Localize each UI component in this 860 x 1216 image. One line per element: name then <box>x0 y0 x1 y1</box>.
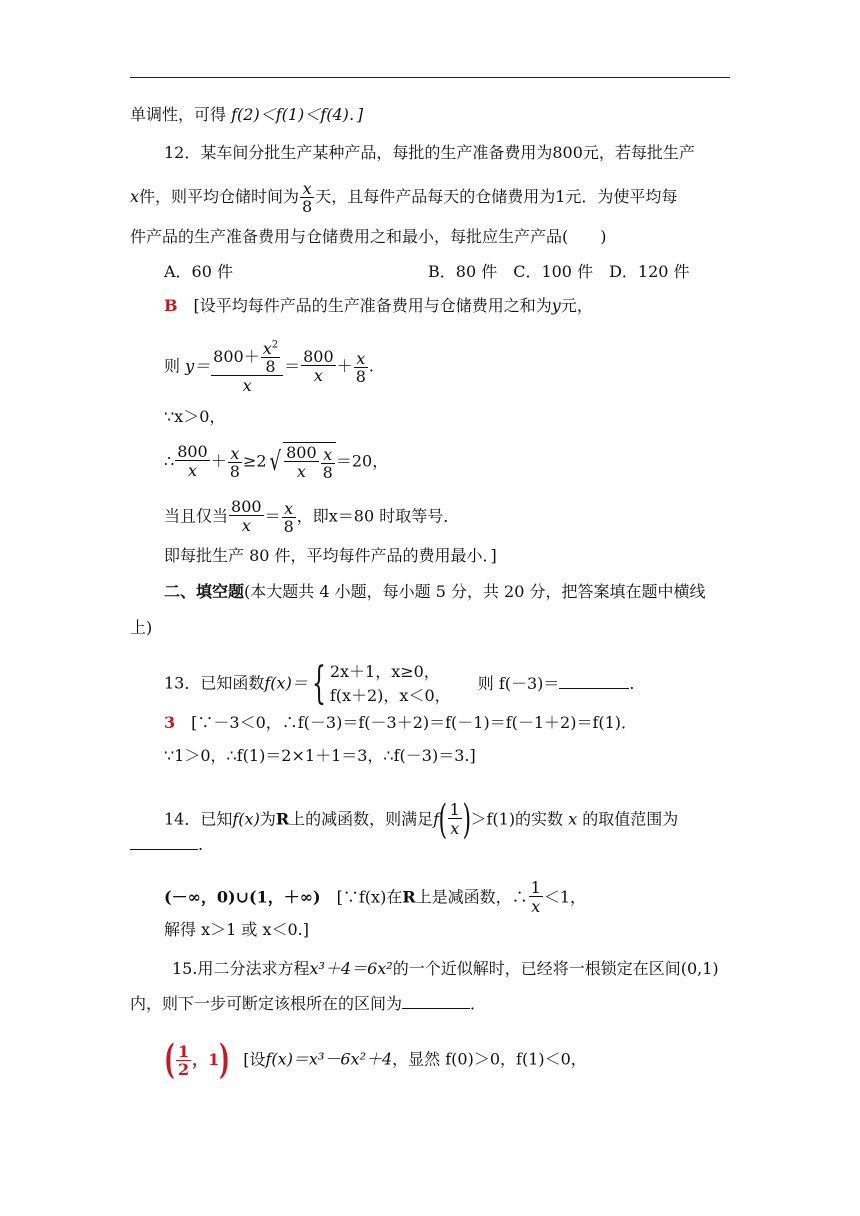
question-14: 14．已知f(x)为R上的减函数，则满足f( $\frac{1}{x})>f(1)$的实数 x 的取值范围为 <box>164 797 679 843</box>
answer-blank <box>559 674 629 689</box>
answer-14-line2: 解得 x＞1 或 x＜0.] <box>164 920 309 939</box>
answer-13-line2: ∵1＞0，∴f(1)＝2×1＋1＝3，∴f(－3)＝3.] <box>164 746 476 765</box>
question-15-line2: 内，则下一步可断定该根所在的区间为 ． <box>130 994 487 1013</box>
answer-12-formula: 则 y＝ 800＋ $\frac{x^2}{8}$ x＝ $\frac{800}{x}+$ $\frac{x}{8}$ . <box>164 339 374 395</box>
answer-15-interval: ( $\frac{1}{2}$ ，1) <box>164 1036 230 1083</box>
question-12-line2: x件，则平均仓储时间为 $\frac{x}{8}$ 天，且每件产品每天的仓储费用为1元．为使平均每 <box>130 179 678 216</box>
question-15: 15.用二分法求方程x³＋4＝6x²的一个近似解时，已经将一根锁定在区间(0,1) <box>172 959 719 978</box>
section-heading: 二、填空题(本大题共 4 小题，每小题 5 分，共 20 分，把答案填在题中横线 <box>164 582 706 601</box>
square-root: √ $\frac{800}{x}$ $\frac{x}{8}$ <box>267 442 336 482</box>
question-14-blank: . <box>130 835 203 855</box>
answer-14: (－∞，0)∪(1，＋∞) [∵f(x)在R上是减函数，∴ $\frac{1}{x}<1$， <box>164 878 587 916</box>
fraction: 800＋ $\frac{x^2}{8}$ x <box>211 338 283 396</box>
question-12: 12．某车间分批生产某种产品，每批的生产准备费用为800元，若每批生产 <box>164 143 695 162</box>
fraction: $\frac{x}{8}$ <box>302 179 313 216</box>
answer-13: 3 [∵－3＜0，∴f(－3)＝f(－3＋2)＝f(－1)＝f(－1＋2)＝f(1)． <box>164 713 638 732</box>
answer-blank <box>130 835 198 850</box>
question-12-line3: 件产品的生产准备费用与仓储费用之和最小，每批应生产产品( ) <box>130 227 607 246</box>
answer-15: ( $\frac{1}{2}$ ，1) [设f(x)＝x³－6x²＋4，显然 f(0)＞0，f(1)＜0， <box>164 1036 587 1083</box>
answer-12-equality: 当且仅当 $\frac{800}{x}=$ $\frac{x}{8}$ ，即x＝80 时取等号． <box>164 497 460 536</box>
question-13: 13．已知函数f(x)＝{ 2x＋1，x≥0， f(x＋2)，x＜0， 则 f(－3)＝ ． <box>164 658 646 709</box>
answer-12: B [设平均每件产品的生产准备费用与仓储费用之和为y元， <box>164 296 593 315</box>
header-rule <box>130 77 730 78</box>
answer-12-conclusion: 即每批生产 80 件，平均每件产品的费用最小．] <box>164 546 497 565</box>
answer-12-inequality: ∴ $\frac{800}{x}+$ $\frac{x}{8}$ ≥2√ $\frac{800}{x}$ $\frac{x}{8}$ ＝20， <box>164 442 389 482</box>
option-a: A．60 件 <box>164 262 234 281</box>
answer-12-since: ∵x＞0， <box>164 407 226 426</box>
options-bcd: B．80 件 C．100 件 D．120 件 <box>428 262 690 281</box>
section-heading-line2: 上) <box>130 618 153 637</box>
text-line: 单调性，可得 f(2)＜f(1)＜f(4)．] <box>130 105 364 124</box>
answer-blank <box>402 994 470 1009</box>
